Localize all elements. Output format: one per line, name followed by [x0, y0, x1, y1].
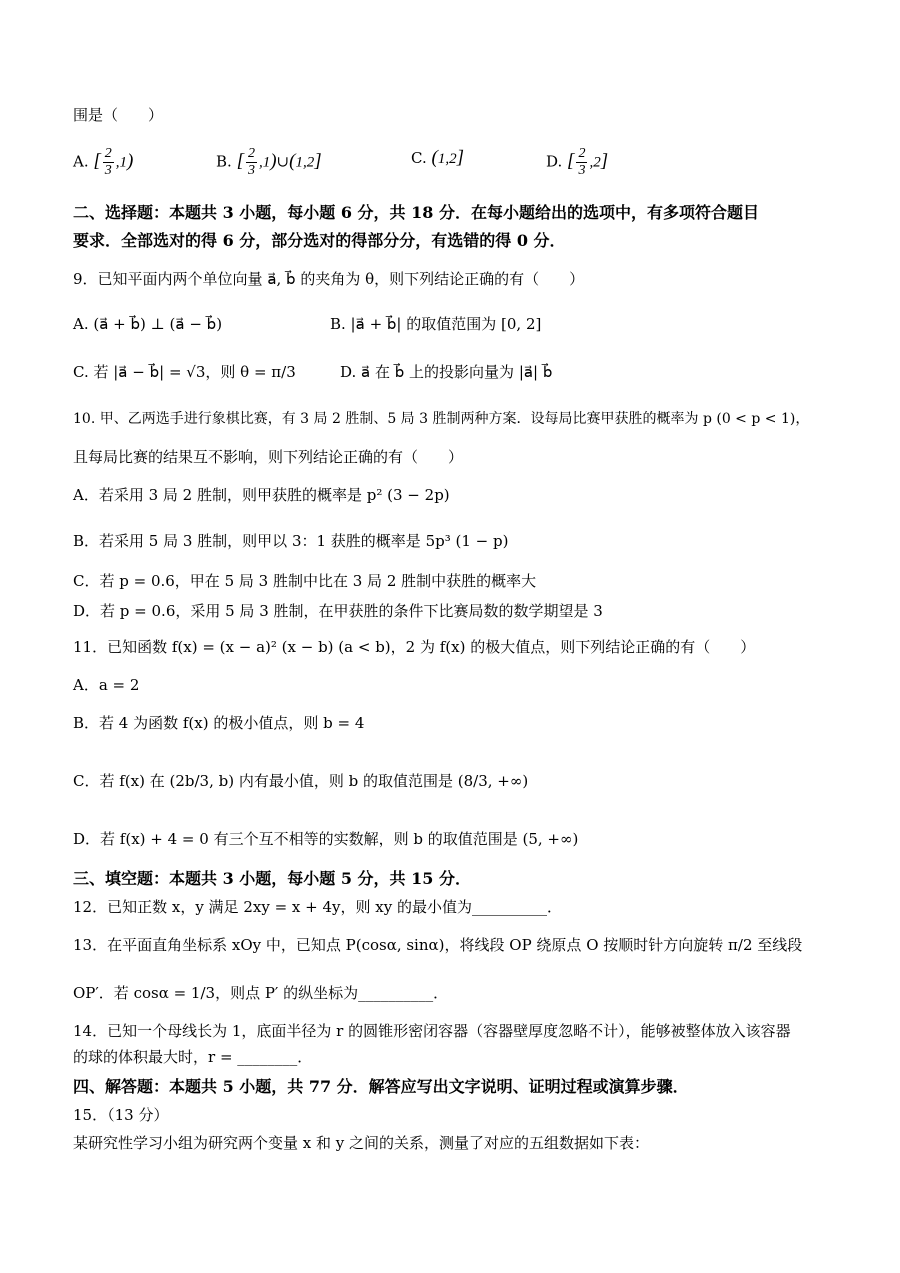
- q15-stem: 某研究性学习小组为研究两个变量 x 和 y 之间的关系，测量了对应的五组数据如下表：: [73, 1134, 650, 1152]
- q10-stem-line2: 且每局比赛的结果互不影响，则下列结论正确的有（ ）: [73, 448, 464, 466]
- section4-header: 四、解答题：本题共 5 小题，共 77 分．解答应写出文字说明、证明过程或演算步骤．: [73, 1077, 689, 1096]
- section3-header: 三、填空题：本题共 3 小题，每小题 5 分，共 15 分．: [73, 869, 471, 888]
- section2-header-line2: 要求．全部选对的得 6 分，部分选对的得部分分，有选错的得 0 分．: [73, 231, 566, 250]
- q10-option-a: A．若采用 3 局 2 胜制，则甲获胜的概率是 p² (3 − 2p): [73, 486, 450, 504]
- section2-header-line1: 二、选择题：本题共 3 小题，每小题 6 分，共 18 分．在每小题给出的选项中，有多项符合题目: [73, 203, 759, 222]
- q12-stem: 12．已知正数 x，y 满足 2xy = x + 4y，则 xy 的最小值为__________．: [73, 898, 562, 916]
- q9-option-c: C. 若 |a⃗ − b⃗| = √3，则 θ = π/3: [73, 363, 296, 381]
- q10-option-d: D．若 p = 0.6，采用 5 局 3 胜制，在甲获胜的条件下比赛局数的数学期望是 3: [73, 602, 603, 620]
- q14-stem-line2: 的球的体积最大时，r = ________．: [73, 1048, 313, 1066]
- q11-option-c: C．若 f(x) 在 (2b/3, b) 内有最小值，则 b 的取值范围是 (8/3, +∞): [73, 772, 529, 790]
- q11-stem: 11．已知函数 f(x) = (x − a)² (x − b) (a < b)，2 为 f(x) 的极大值点，则下列结论正确的有（ ）: [73, 638, 756, 656]
- q14-stem-line1: 14．已知一个母线长为 1，底面半径为 r 的圆锥形密闭容器（容器壁厚度忽略不计），能够被整体放入该容器: [73, 1022, 791, 1040]
- q9-option-d: D. a⃗ 在 b⃗ 上的投影向量为 |a⃗| b⃗: [340, 363, 553, 381]
- q8-stem-end: 围是（ ）: [73, 106, 164, 124]
- q13-stem-line1: 13．在平面直角坐标系 xOy 中，已知点 P(cosα, sinα)，将线段 OP 绕原点 O 按顺时针方向旋转 π/2 至线段: [73, 936, 803, 954]
- q10-option-c: C．若 p = 0.6，甲在 5 局 3 胜制中比在 3 局 2 胜制中获胜的概率大: [73, 572, 537, 590]
- q11-option-b: B．若 4 为函数 f(x) 的极小值点，则 b = 4: [73, 714, 365, 732]
- q8-option-d: D. [ $\frac{2}{3}$ ,2]: [546, 146, 609, 178]
- q11-option-d: D．若 f(x) + 4 = 0 有三个互不相等的实数解，则 b 的取值范围是 (5, +∞): [73, 830, 579, 848]
- q10-option-b: B．若采用 5 局 3 胜制，则甲以 3：1 获胜的概率是 5p³ (1 − p): [73, 532, 509, 550]
- q8-option-c: C. (1,2]: [411, 147, 464, 168]
- q11-option-a: A．a = 2: [73, 676, 140, 694]
- q8-option-b: B. [ $\frac{2}{3}$ ,1)∪(1,2]: [216, 146, 322, 178]
- q10-stem-line1: 10. 甲、乙两选手进行象棋比赛，有 3 局 2 胜制、5 局 3 胜制两种方案．设每局比赛甲获胜的概率为 p (0 < p < 1)，: [73, 411, 810, 427]
- q8-option-a: A. [ $\frac{2}{3}$ ,1): [73, 146, 134, 178]
- q9-option-a: A. (a⃗ + b⃗) ⊥ (a⃗ − b⃗): [73, 315, 223, 333]
- q9-stem: 9．已知平面内两个单位向量 a⃗, b⃗ 的夹角为 θ，则下列结论正确的有（ ）: [73, 270, 585, 288]
- q9-option-b: B. |a⃗ + b⃗| 的取值范围为 [0, 2]: [330, 315, 542, 333]
- q15-label: 15．（13 分）: [73, 1106, 169, 1124]
- q13-stem-line2: OP′．若 cosα = 1/3，则点 P′ 的纵坐标为__________．: [73, 984, 449, 1002]
